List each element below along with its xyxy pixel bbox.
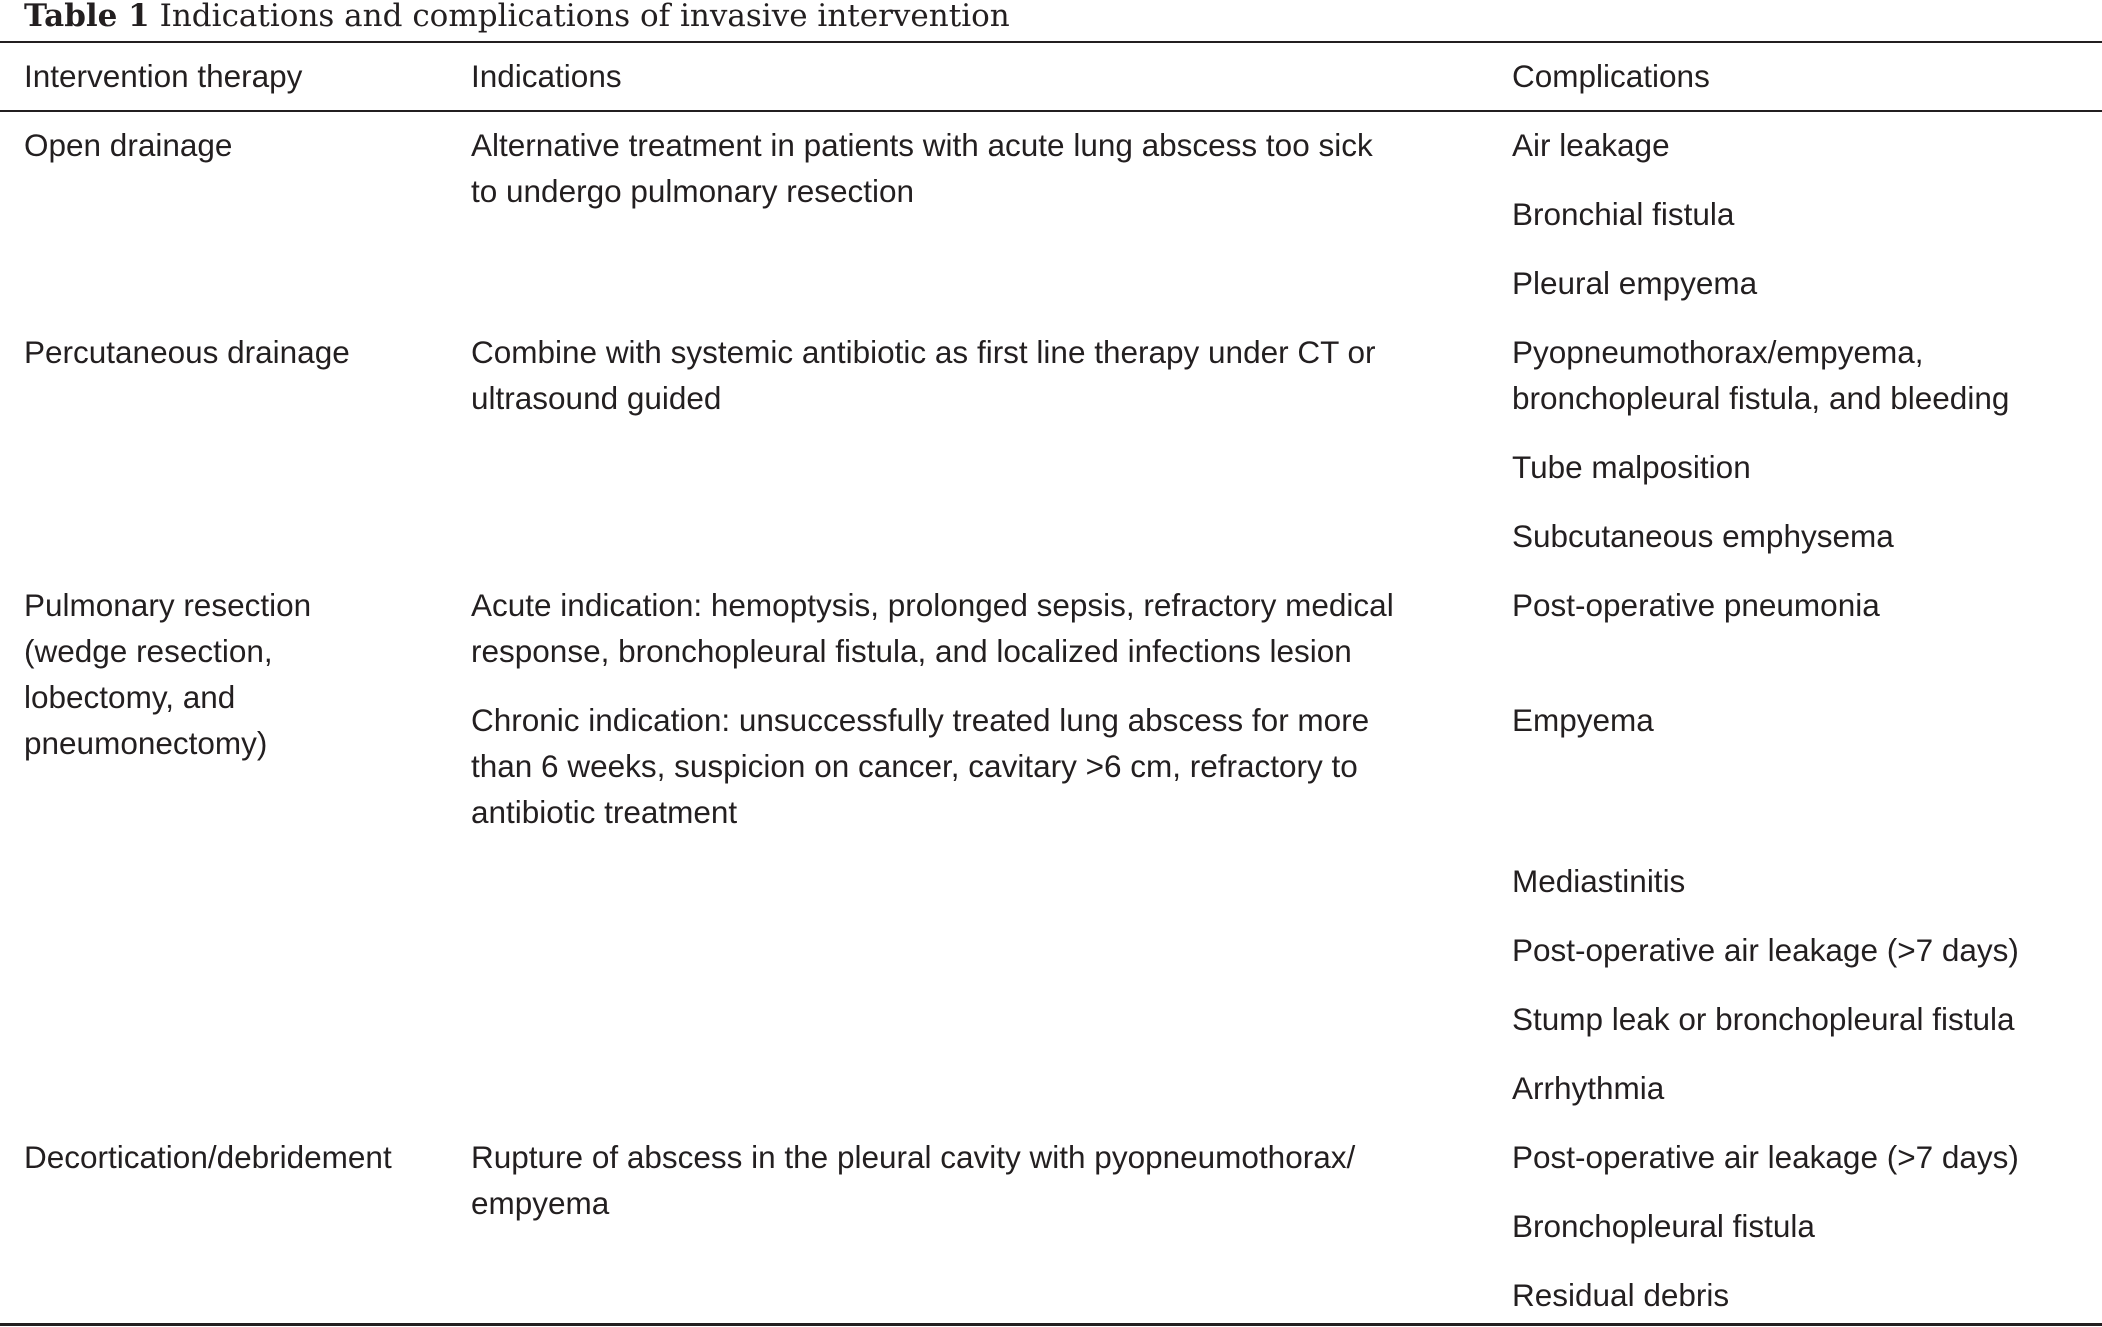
row-3-complication: Empyema <box>1512 702 1654 738</box>
row-3-therapy-line: Pulmonary resection <box>24 587 312 623</box>
table-bottom-rule <box>0 1323 2102 1326</box>
header-complications: Complications <box>1512 58 1710 94</box>
row-3-complication: Mediastinitis <box>1512 863 1686 899</box>
row-3-therapy-line: pneumonectomy) <box>24 725 268 761</box>
row-3-complication: Stump leak or bronchopleural fistula <box>1512 1001 2015 1037</box>
header-indications: Indications <box>471 58 622 94</box>
row-2-complication: Tube malposition <box>1512 449 1751 485</box>
row-2-complication-line: Pyopneumothorax/empyema, <box>1512 334 1924 370</box>
table-header-rule <box>0 110 2102 112</box>
row-2-complication-line: bronchopleural fistula, and bleeding <box>1512 380 2010 416</box>
row-2-complication: Subcutaneous emphysema <box>1512 518 1894 554</box>
row-3-indication-line: Acute indication: hemoptysis, prolonged sepsis, refractory medical <box>471 587 1394 623</box>
row-2-indication-line: Combine with systemic antibiotic as first line therapy under CT or <box>471 334 1376 370</box>
row-4-therapy: Decortication/debridement <box>24 1139 392 1175</box>
row-3-indication-line: antibiotic treatment <box>471 794 738 830</box>
row-1-complication: Bronchial fistula <box>1512 196 1735 232</box>
table-caption <box>24 0 1010 38</box>
row-3-therapy-line: lobectomy, and <box>24 679 236 715</box>
row-3-complication: Arrhythmia <box>1512 1070 1665 1106</box>
row-3-therapy-line: (wedge resection, <box>24 633 273 669</box>
row-4-complication: Bronchopleural fistula <box>1512 1208 1815 1244</box>
row-3-indication-line: response, bronchopleural fistula, and localized infections lesion <box>471 633 1352 669</box>
row-4-complication: Post-operative air leakage (>7 days) <box>1512 1139 2019 1175</box>
row-4-indication-line: Rupture of abscess in the pleural cavity with pyopneumothorax/ <box>471 1139 1356 1175</box>
row-4-complication: Residual debris <box>1512 1277 1730 1313</box>
table-caption-label: Table 1 <box>24 0 150 34</box>
row-3-indication-line: Chronic indication: unsuccessfully treated lung abscess for more <box>471 702 1370 738</box>
row-2-indication-line: ultrasound guided <box>471 380 722 416</box>
row-1-therapy: Open drainage <box>24 127 233 163</box>
row-4-indication-line: empyema <box>471 1185 610 1221</box>
row-3-indication-line: than 6 weeks, suspicion on cancer, cavitary >6 cm, refractory to <box>471 748 1358 784</box>
row-3-complication: Post-operative pneumonia <box>1512 587 1880 623</box>
row-1-complication: Air leakage <box>1512 127 1670 163</box>
header-therapy: Intervention therapy <box>24 58 303 94</box>
row-1-complication: Pleural empyema <box>1512 265 1758 301</box>
row-1-indication-line: Alternative treatment in patients with acute lung abscess too sick <box>471 127 1373 163</box>
row-2-therapy: Percutaneous drainage <box>24 334 350 370</box>
row-3-complication: Post-operative air leakage (>7 days) <box>1512 932 2019 968</box>
table-caption-text: Indications and complications of invasive intervention <box>159 0 1010 34</box>
row-1-indication-line: to undergo pulmonary resection <box>471 173 915 209</box>
table-top-rule <box>0 41 2102 43</box>
